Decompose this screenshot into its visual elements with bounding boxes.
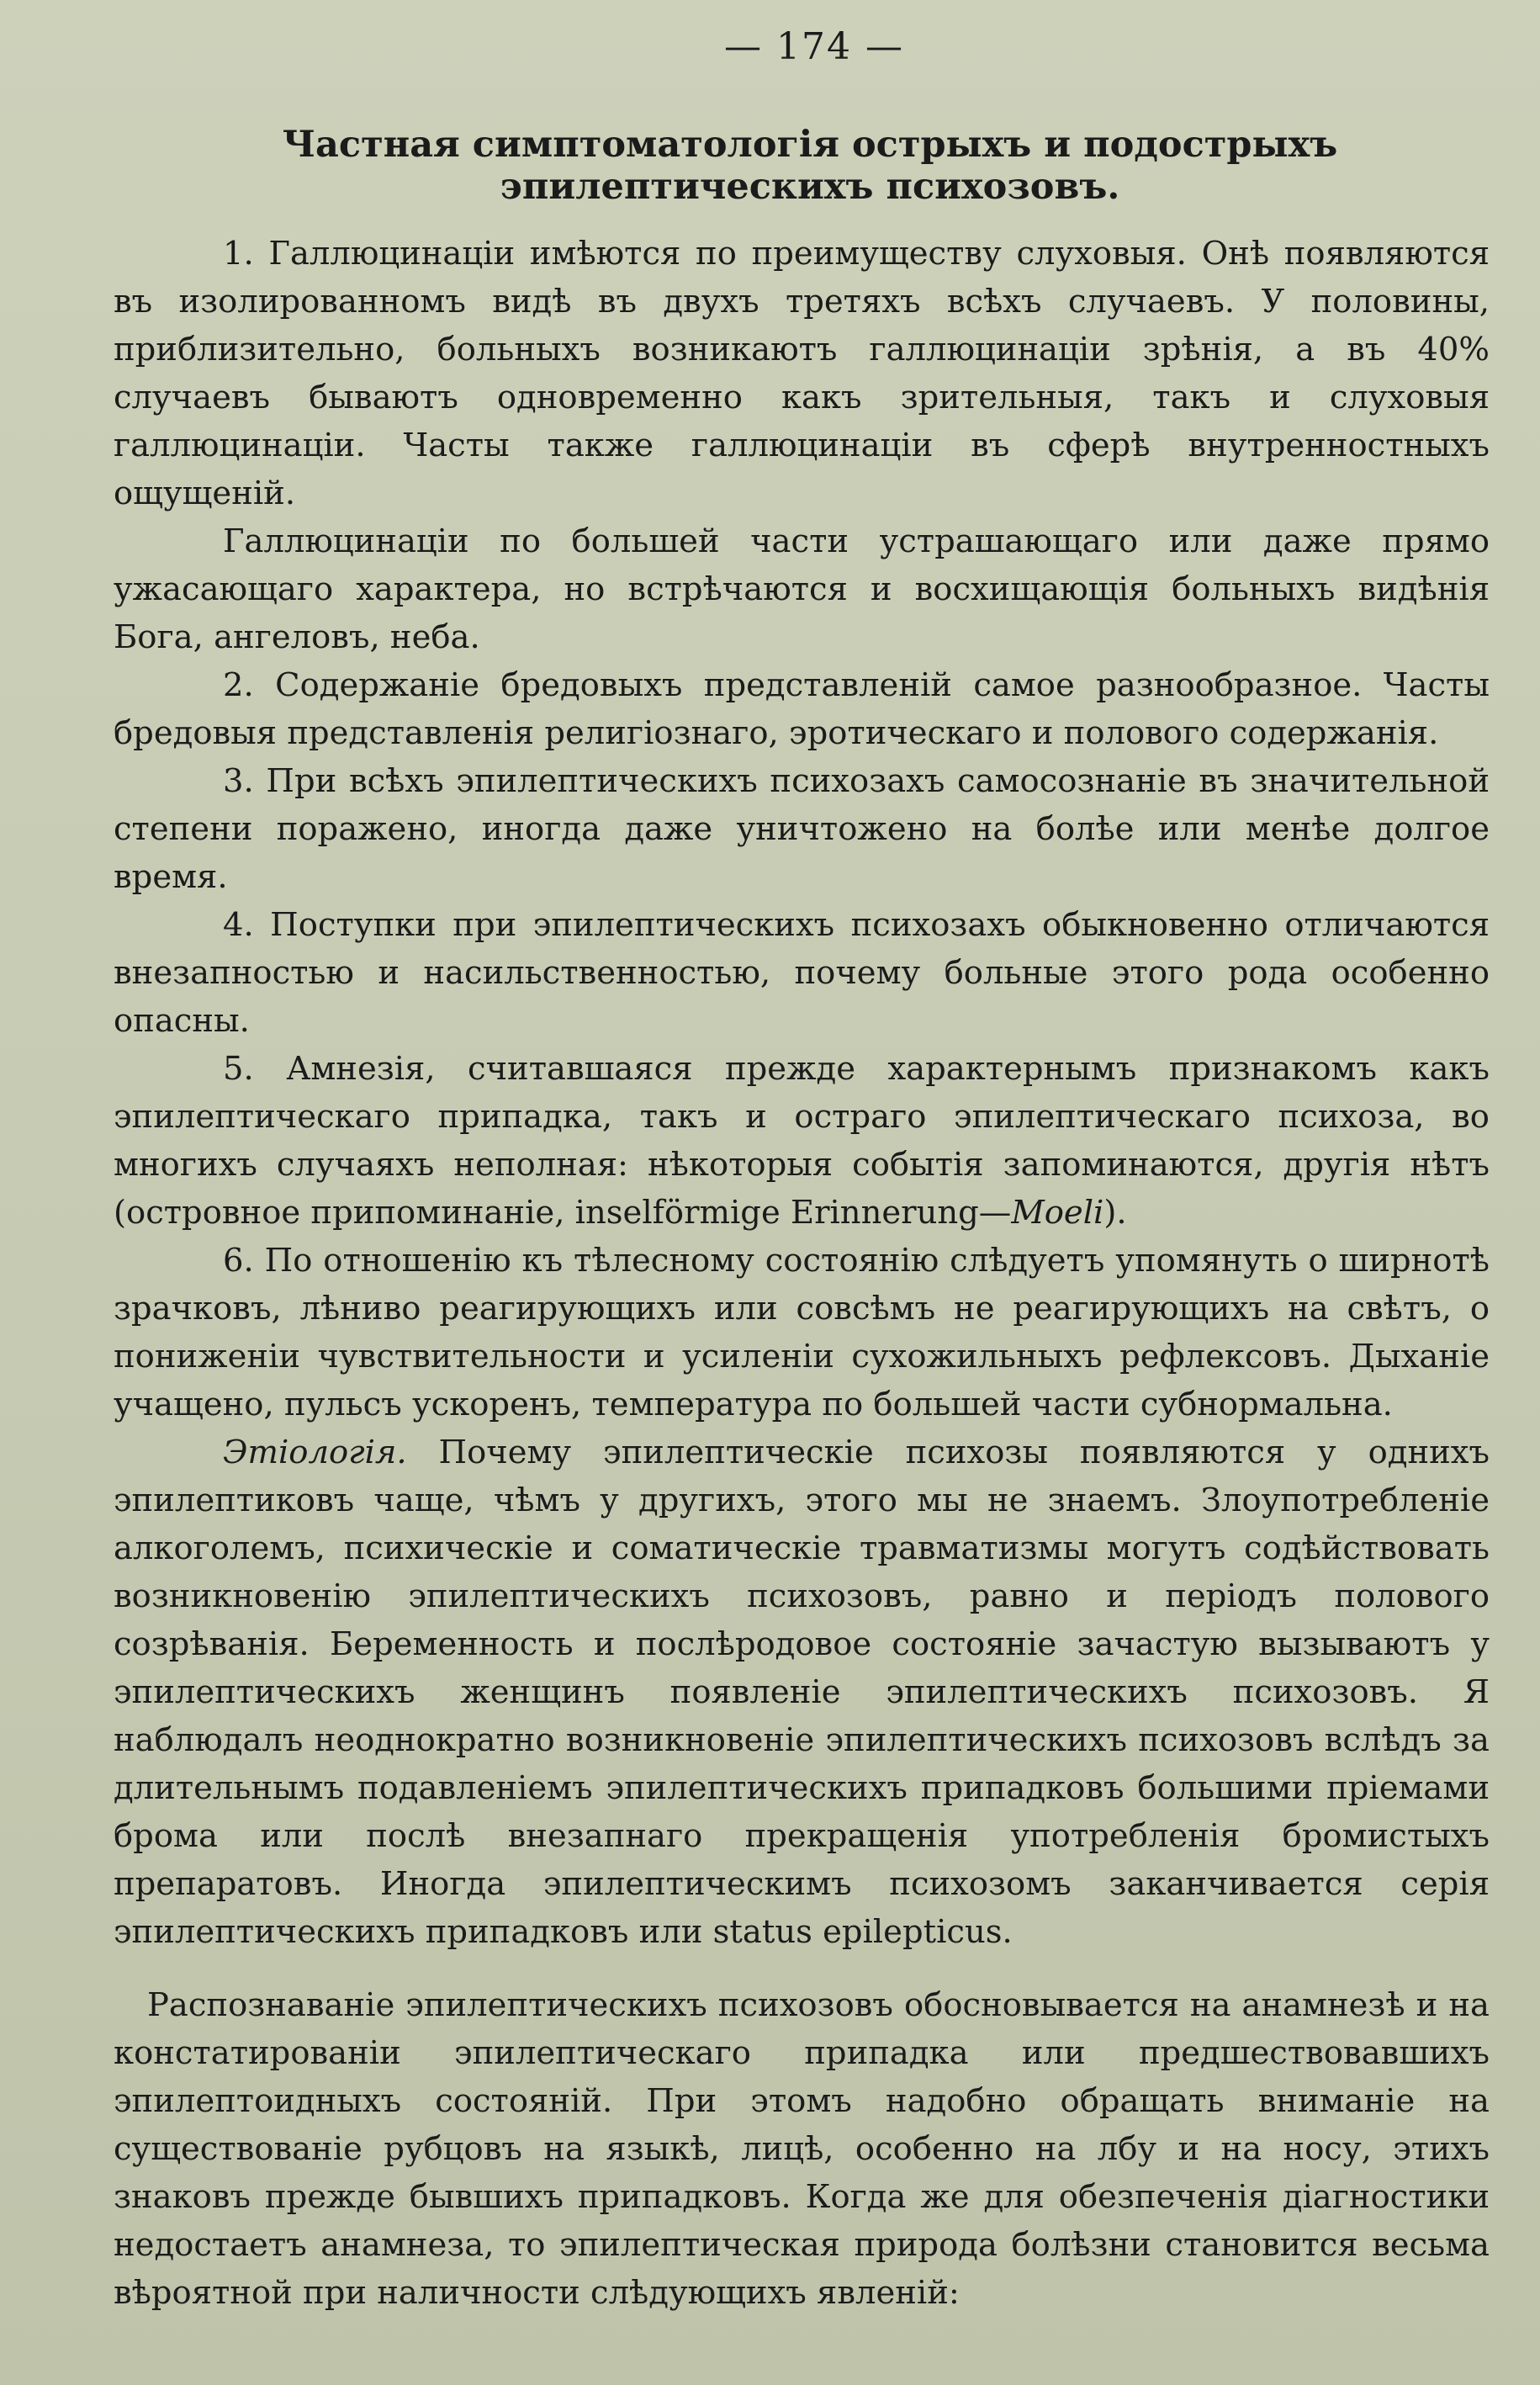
amnesia-text: 5. Амнезія, считавшаяся прежде характернымъ признакомъ какъ эпилептическаго припадка, такъ и остраго эпилептическаго психоза, во многихъ случаяхъ неполная: нѣкоторыя событія запоминаются, другія нѣтъ (островное припоминаніе, inselförmige Erinnerung— [114, 1050, 1490, 1232]
amnesia-end: ). [1103, 1194, 1127, 1232]
paragraph-self-consciousness: 3. При всѣхъ эпилептическихъ психозахъ самосознаніе въ значительной степени поражено, иногда даже уничтожено на болѣе или менѣе долгое время. [114, 762, 1490, 896]
heading-line-2: эпилептическихъ психозовъ. [500, 166, 1120, 208]
paragraph-amnesia [114, 1045, 1490, 1237]
amnesia-author: Moeli [1011, 1194, 1104, 1232]
etiology-text: Почему эпилептическіе психозы появляются у однихъ эпилептиковъ чаще, чѣмъ у другихъ, этого мы не знаемъ. Злоупотребленіе алкоголемъ, психическіе и соматическіе травматизмы могутъ содѣйствовать возникновенію эпилептическихъ психозовъ, равно и періодъ полового созрѣванія. Беременность и послѣродовое состояніе зачастую вызываютъ у эпилептическихъ женщинъ появленіе эпилептическихъ психозовъ. Я наблюдалъ неоднократно возникновеніе эпилептическихъ психозовъ вслѣдъ за длительнымъ подавленіемъ эпилептическихъ припадковъ большими пріемами брома или послѣ внезапнаго прекращенія употребленія бромистыхъ препаратовъ. Иногда эпилептическимъ психозомъ заканчивается серія эпилептическихъ припадковъ или status epilepticus. [114, 1434, 1490, 1951]
paragraph-hallucinations: 1. Галлюцинаціи имѣются по преимуществу слуховыя. Онѣ появляются въ изолированномъ видѣ въ двухъ третяхъ всѣхъ случаевъ. У половины, приблизительно, больныхъ возникаютъ галлюцинаціи зрѣнія, а въ 40% случаевъ бываютъ одновременно какъ зрительныя, такъ и слуховыя галлюцинаціи. Часты также галлюцинаціи въ сферѣ внутренностныхъ ощущеній. [114, 235, 1490, 512]
etiology-label: Этіологія. [223, 1434, 407, 1471]
paragraph-actions: 4. Поступки при эпилептическихъ психозахъ обыкновенно отличаются внезапностью и насильственностью, почему больные этого рода особенно опасны. [114, 906, 1490, 1040]
paragraph-hallucinations-character: Галлюцинаціи по большей части устрашающаго или даже прямо ужасающаго характера, но встрѣчаются и восхищающія больныхъ видѣнія Бога, ангеловъ, неба. [114, 522, 1490, 656]
page-number: — 174 — [724, 25, 904, 68]
heading-line-1: Частная симптоматологія острыхъ и подострыхъ [282, 124, 1338, 166]
paragraph-bodily-state: 6. По отношенію къ тѣлесному состоянію слѣдуетъ упомянуть о ширнотѣ зрачковъ, лѣниво реагирующихъ или совсѣмъ не реагирующихъ на свѣтъ, о пониженіи чувствительности и усиленіи сухожильныхъ рефлексовъ. Дыханіе учащено, пульсъ ускоренъ, температура по большей части субнормальна. [114, 1242, 1490, 1423]
section-heading [114, 124, 1490, 208]
paragraph-delusions: 2. Содержаніе бредовыхъ представленій самое разнообразное. Часты бредовыя представленія религіознаго, эротическаго и полового содержанія. [114, 666, 1490, 752]
paragraph-etiology [114, 1428, 1490, 1956]
paragraph-diagnosis: Распознаваніе эпилептическихъ психозовъ обосновывается на анамнезѣ и на констатированіи эпилептическаго припадка или предшествовавшихъ эпилептоидныхъ состояній. При этомъ надобно обращать вниманіе на существованіе рубцовъ на языкѣ, лицѣ, особенно на лбу и на носу, этихъ знаковъ прежде бывшихъ припадковъ. Когда же для обезпеченія діагностики недостаетъ анамнеза, то эпилептическая природа болѣзни становится весьма вѣроятной при наличности слѣдующихъ явленій: [114, 1986, 1490, 2312]
